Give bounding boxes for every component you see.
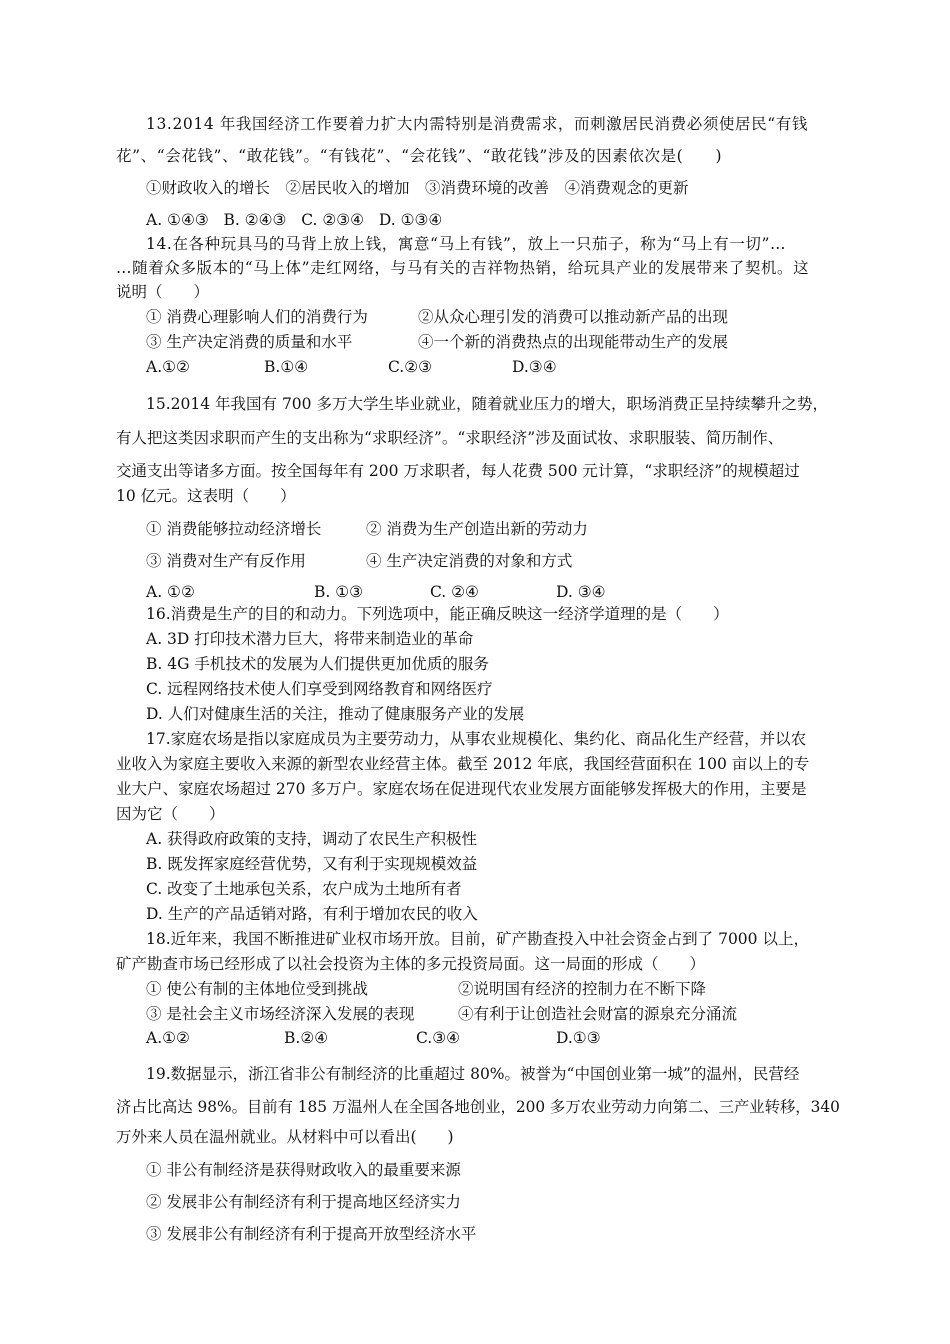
q15-choice-d: D. ③④ bbox=[556, 583, 606, 601]
q18-choice-c: C.③④ bbox=[416, 1029, 461, 1047]
q16-option-c: C. 远程网络技术使人们享受到网络教育和网络医疗 bbox=[146, 680, 493, 698]
q19-item-3: ③ 发展非公有制经济有利于提高开放型经济水平 bbox=[146, 1225, 477, 1243]
q15-item-3: ③ 消费对生产有反作用 bbox=[146, 552, 306, 570]
q19-stem-line-2: 济占比高达 98%。目前有 185 万温州人在全国各地创业，200 多万农业劳动力向第二、三产业转移，340 bbox=[116, 1098, 840, 1116]
q14-choice-c: C.②③ bbox=[388, 358, 433, 376]
q14-item-3: ③ 生产决定消费的质量和水平 bbox=[146, 333, 353, 351]
q15-stem-line-1: 15.2014 年我国有 700 多万大学生毕业就业，随着就业压力的增大，职场消费正呈持续攀升之势， bbox=[146, 395, 828, 413]
q17-option-c: C. 改变了土地承包关系，农户成为土地所有者 bbox=[146, 880, 462, 898]
q18-item-3: ③ 是社会主义市场经济深入发展的表现 bbox=[146, 1005, 415, 1023]
q14-choice-b: B.①④ bbox=[264, 358, 309, 376]
q13-choice-c: C. ②③④ bbox=[301, 211, 365, 229]
q15-item-4: ④ 生产决定消费的对象和方式 bbox=[366, 552, 573, 570]
q14-stem-line-1: 14.在各种玩具马的马背上放上钱，寓意“马上有钱”，放上一只茄子，称为“马上有一切”… bbox=[146, 235, 787, 253]
q14-item-1: ① 消费心理影响人们的消费行为 bbox=[146, 308, 368, 326]
q18-choice-b: B.②④ bbox=[284, 1029, 329, 1047]
q15-stem-line-3: 交通支出等诸多方面。按全国每年有 200 万求职者，每人花费 500 元计算，“求职经济”的规模超过 bbox=[116, 462, 800, 480]
q15-item-2: ② 消费为生产创造出新的劳动力 bbox=[366, 520, 588, 538]
q15-item-1: ① 消费能够拉动经济增长 bbox=[146, 520, 322, 538]
q18-stem-line-1: 18.近年来，我国不断推进矿业权市场开放。目前，矿产勘查投入中社会资金占到了 7000 以上， bbox=[146, 930, 809, 948]
q17-option-d: D. 生产的产品适销对路，有利于增加农民的收入 bbox=[146, 905, 478, 923]
q18-item-4: ④有利于让创造社会财富的源泉充分涌流 bbox=[458, 1005, 738, 1023]
q14-stem-line-3: 说明（ ） bbox=[116, 283, 210, 301]
q16-option-a: A. 3D 打印技术潜力巨大，将带来制造业的革命 bbox=[146, 630, 474, 648]
q14-item-4: ④一个新的消费热点的出现能带动生产的发展 bbox=[418, 333, 729, 351]
q13-choice-d: D. ①③④ bbox=[378, 211, 443, 229]
q15-stem-line-2: 有人把这类因求职而产生的支出称为“求职经济”。“求职经济”涉及面试妆、求职服装、简历制作、 bbox=[116, 429, 784, 447]
q18-choice-d: D.①③ bbox=[556, 1029, 601, 1047]
q13-stem-line-1: 13.2014 年我国经济工作要着力扩大内需特别是消费需求，而刺激居民消费必须使居民“有钱 bbox=[146, 115, 808, 133]
q17-stem-line-2: 业收入为家庭主要收入来源的新型农业经营主体。截至 2012 年底，我国经营面积在 100 亩以上的专 bbox=[116, 755, 810, 773]
q14-item-2: ②从众心理引发的消费可以推动新产品的出现 bbox=[418, 308, 729, 326]
q16-stem: 16.消费是生产的目的和动力。下列选项中，能正确反映这一经济学道理的是（ ） bbox=[146, 605, 729, 623]
q19-stem-line-1: 19.数据显示，浙江省非公有制经济的比重超过 80%。被誉为“中国创业第一城”的温州，民营经 bbox=[146, 1065, 800, 1083]
q17-stem-line-4: 因为它（ ） bbox=[116, 805, 225, 823]
q15-choice-b: B. ①③ bbox=[314, 583, 364, 601]
q16-option-b: B. 4G 手机技术的发展为人们提供更加优质的服务 bbox=[146, 655, 489, 673]
q14-stem-line-2: …随着众多版本的“马上体”走红网络，与马有关的吉祥物热销，给玩具产业的发展带来了契机。这 bbox=[116, 259, 810, 277]
q17-stem-line-3: 业大户、家庭农场超过 270 多万户。家庭农场在促进现代农业发展方面能够发挥极大的作用，主要是 bbox=[116, 780, 807, 798]
q17-stem-line-1: 17.家庭农场是指以家庭成员为主要劳动力，从事农业规模化、集约化、商品化生产经营，并以农 bbox=[146, 730, 807, 748]
q16-option-d: D. 人们对健康生活的关注，推动了健康服务产业的发展 bbox=[146, 705, 525, 723]
q13-stem-line-2: 花”、“会花钱”、“敢花钱”。“有钱花”、“会花钱”、“敢花钱”涉及的因素依次是( ) bbox=[116, 147, 723, 165]
q18-item-2: ②说明国有经济的控制力在不断下降 bbox=[458, 980, 707, 998]
q14-choice-a: A.①② bbox=[146, 358, 190, 376]
q17-option-b: B. 既发挥家庭经营优势，又有利于实现规模效益 bbox=[146, 855, 478, 873]
q14-choice-d: D.③④ bbox=[512, 358, 557, 376]
q18-stem-line-2: 矿产勘查市场已经形成了以社会投资为主体的多元投资局面。这一局面的形成（ ） bbox=[116, 955, 706, 973]
q19-item-1: ① 非公有制经济是获得财政收入的最重要来源 bbox=[146, 1161, 461, 1179]
q13-items: ①财政收入的增长 ②居民收入的增加 ③消费环境的改善 ④消费观念的更新 bbox=[146, 179, 689, 197]
q17-option-a: A. 获得政府政策的支持，调动了农民生产积极性 bbox=[146, 830, 478, 848]
q19-item-2: ② 发展非公有制经济有利于提高地区经济实力 bbox=[146, 1193, 461, 1211]
q19-stem-line-3: 万外来人员在温州就业。从材料中可以看出( ) bbox=[116, 1128, 454, 1146]
q18-choice-a: A.①② bbox=[146, 1029, 190, 1047]
q15-choice-a: A. ①② bbox=[146, 583, 195, 601]
q13-choice-a: A. ①④③ bbox=[146, 211, 209, 229]
q15-choice-c: C. ②④ bbox=[430, 583, 479, 601]
q15-stem-line-4: 10 亿元。这表明（ ） bbox=[116, 487, 296, 505]
q18-item-1: ① 使公有制的主体地位受到挑战 bbox=[146, 980, 368, 998]
q13-choices bbox=[146, 210, 442, 230]
q13-choice-b: B. ②④③ bbox=[223, 211, 287, 229]
